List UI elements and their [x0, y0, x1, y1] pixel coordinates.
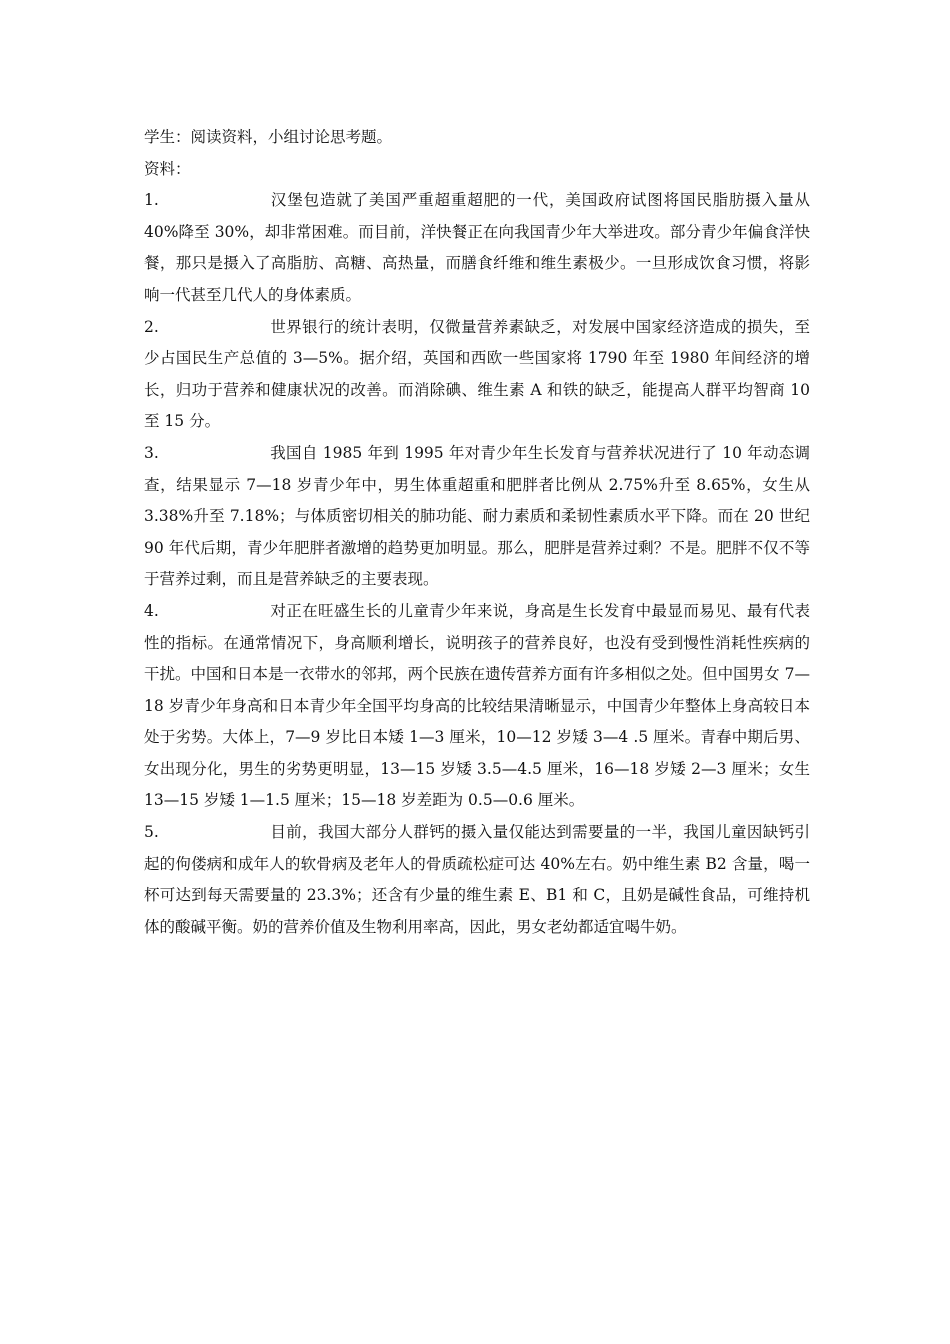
- material-item-3: [144, 438, 810, 596]
- item-number: 5.: [144, 823, 159, 842]
- material-item-4: [144, 596, 810, 817]
- item-text: 对正在旺盛生长的儿童青少年来说，身高是生长发育中最显而易见、最有代表性的指标。在通常情况下，身高顺利增长，说明孩子的营养良好，也没有受到慢性消耗性疾病的干扰。中国和日本是一衣带水的邻邦，两个民族在遗传营养方面有许多相似之处。但中国男女 7—18 岁青少年身高和日本青少年全国平均身高的比较结果清晰显示，中国青少年整体上身高较日本处于劣势。大体上，7—9 岁比日本矮 1—3 厘米，10—12 岁矮 3—4 .5 厘米。青春中期后男、女出现分化，男生的劣势更明显，13—15 岁矮 3.5—4.5 厘米，16—18 岁矮 2—3 厘米；女生 13—15 岁矮 1—1.5 厘米；15—18 岁差距为 0.5—0.6 厘米。: [144, 601, 810, 810]
- material-item-1: [144, 185, 810, 311]
- document-body: [144, 122, 810, 943]
- item-number: 2.: [144, 317, 159, 336]
- materials-heading: 资料：: [144, 159, 191, 178]
- item-text: 世界银行的统计表明，仅微量营养素缺乏，对发展中国家经济造成的损失，至少占国民生产总值的 3—5%。据介绍，英国和西欧一些国家将 1790 年至 1980 年间经济的增长，归功于营养和健康状况的改善。而消除碘、维生素 A 和铁的缺乏，能提高人群平均智商 10 至 15 分。: [144, 317, 810, 431]
- item-text: 我国自 1985 年到 1995 年对青少年生长发育与营养状况进行了 10 年动态调查，结果显示 7—18 岁青少年中，男生体重超重和肥胖者比例从 2.75%升至 8.65%，女生从 3.38%升至 7.18%；与体质密切相关的肺功能、耐力素质和柔韧性素质水平下降。而在 20 世纪 90 年代后期，青少年肥胖者激增的趋势更加明显。那么，肥胖是营养过剩？不是。肥胖不仅不等于营养过剩，而且是营养缺乏的主要表现。: [144, 443, 810, 589]
- item-number: 3.: [144, 443, 159, 462]
- item-number: 1.: [144, 191, 159, 210]
- item-text: 目前，我国大部分人群钙的摄入量仅能达到需要量的一半，我国儿童因缺钙引起的佝偻病和成年人的软骨病及老年人的骨质疏松症可达 40%左右。奶中维生素 B2 含量，喝一杯可达到每天需要量的 23.3%；还含有少量的维生素 E、B1 和 C，且奶是碱性食品，可维持机体的酸碱平衡。奶的营养价值及生物利用率高，因此，男女老幼都适宜喝牛奶。: [144, 823, 810, 936]
- item-number: 4.: [144, 601, 159, 620]
- material-item-5: [144, 817, 810, 943]
- intro-line: 学生：阅读资料，小组讨论思考题。: [144, 128, 393, 146]
- material-item-2: [144, 312, 810, 438]
- item-text: 汉堡包造就了美国严重超重超肥的一代，美国政府试图将国民脂肪摄入量从 40%降至 30%，却非常困难。而目前，洋快餐正在向我国青少年大举进攻。部分青少年偏食洋快餐，那只是摄入了高脂肪、高糖、高热量，而膳食纤维和维生素极少。一旦形成饮食习惯，将影响一代甚至几代人的身体素质。: [144, 191, 810, 304]
